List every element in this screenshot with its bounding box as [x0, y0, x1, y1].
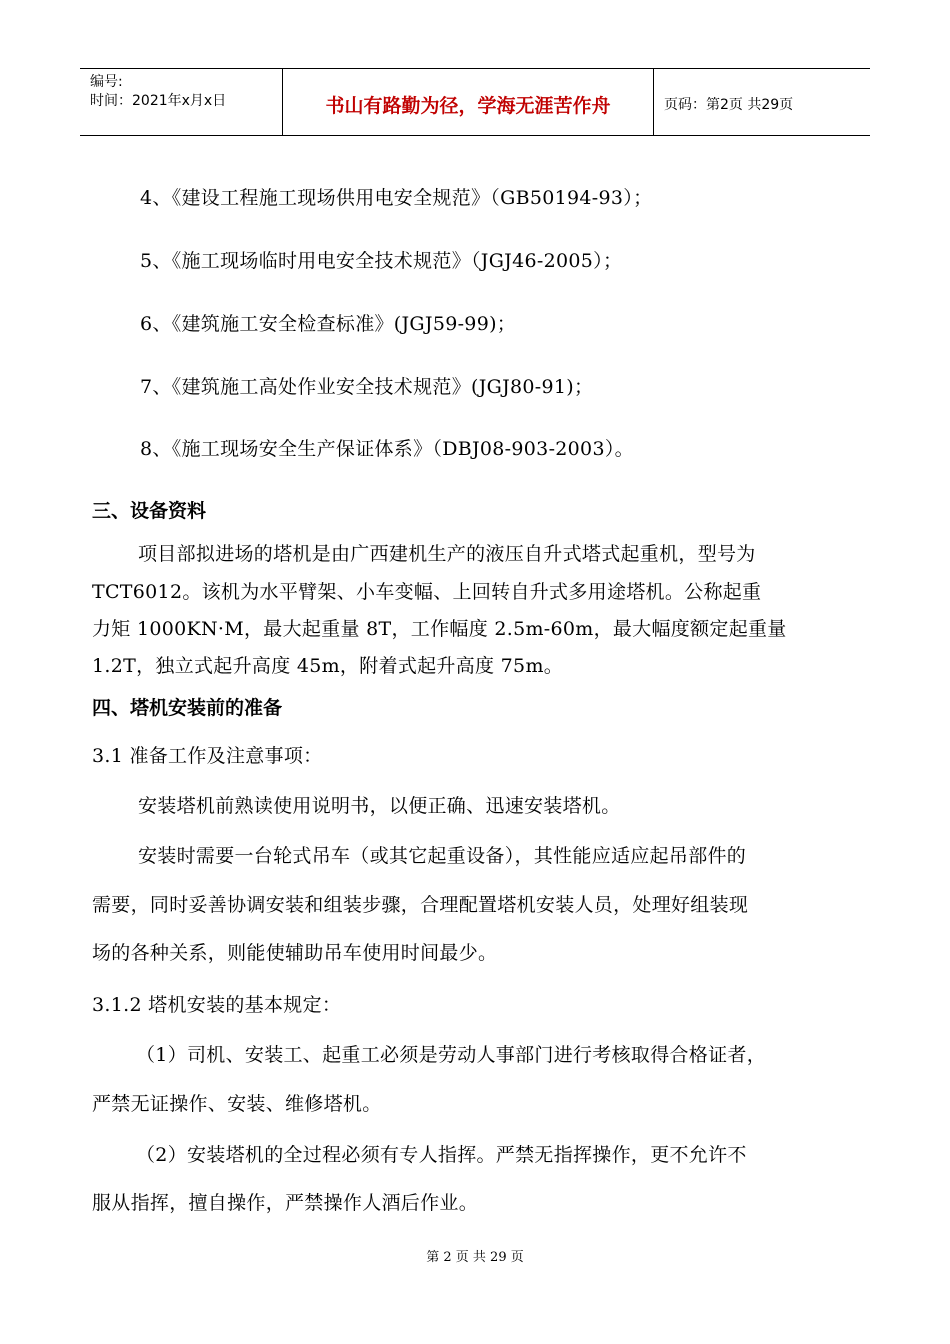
document-date: 时间：2021年x月x日 [90, 93, 227, 109]
reference-item: 7、《建筑施工高处作业安全技术规范》(JGJ80-91)； [140, 376, 594, 398]
paragraph-line: 安装时需要一台轮式吊车（或其它起重设备），其性能应适应起吊部件的 [138, 845, 747, 867]
rule-item-line: 服从指挥，擅自操作，严禁操作人酒后作业。 [92, 1192, 479, 1214]
paragraph-line: 需要，同时妥善协调安装和组装步骤，合理配置塔机安装人员，处理好组装现 [92, 894, 749, 916]
document-number-label: 编号: [90, 74, 123, 90]
subsection-heading: 3.1 准备工作及注意事项： [92, 745, 323, 767]
reference-item: 4、《建设工程施工现场供用电安全规范》（GB50194-93）； [140, 187, 653, 209]
rule-item-line: （1）司机、安装工、起重工必须是劳动人事部门进行考核取得合格证者， [136, 1044, 766, 1066]
paragraph-line: 场的各种关系，则能使辅助吊车使用时间最少。 [92, 942, 498, 964]
reference-item: 5、《施工现场临时用电安全技术规范》（JGJ46-2005）； [140, 250, 623, 272]
paragraph-line: 项目部拟进场的塔机是由广西建机生产的液压自升式塔式起重机，型号为 [138, 543, 756, 565]
subsection-heading: 3.1.2 塔机安装的基本规定： [92, 994, 342, 1016]
page-header [80, 68, 870, 136]
reference-item: 6、《建筑施工安全检查标准》(JGJ59-99)； [140, 313, 517, 335]
header-meta [80, 69, 282, 135]
paragraph-line: 力矩 1000KN·M，最大起重量 8T，工作幅度 2.5m-60m，最大幅度额定起重量 [92, 618, 787, 640]
header-motto: 书山有路勤为径，学海无涯苦作舟 [282, 69, 654, 135]
section-heading-preparation: 四、塔机安装前的准备 [92, 697, 283, 719]
paragraph-line: 安装塔机前熟读使用说明书，以便正确、迅速安装塔机。 [138, 795, 621, 817]
paragraph-line: 1.2T，独立式起升高度 45m，附着式起升高度 75m。 [92, 655, 564, 677]
rule-item-line: 严禁无证操作、安装、维修塔机。 [92, 1093, 382, 1115]
paragraph-line: TCT6012。该机为水平臂架、小车变幅、上回转自升式多用途塔机。公称起重 [92, 581, 762, 603]
reference-item: 8、《施工现场安全生产保证体系》（DBJ08-903-2003）。 [140, 438, 634, 460]
header-page-info: 页码：第2页 共29页 [664, 97, 794, 113]
section-heading-equipment: 三、设备资料 [92, 500, 207, 522]
page-footer: 第 2 页 共 29 页 [426, 1250, 524, 1265]
rule-item-line: （2）安装塔机的全过程必须有专人指挥。严禁无指挥操作，更不允许不 [136, 1144, 747, 1166]
